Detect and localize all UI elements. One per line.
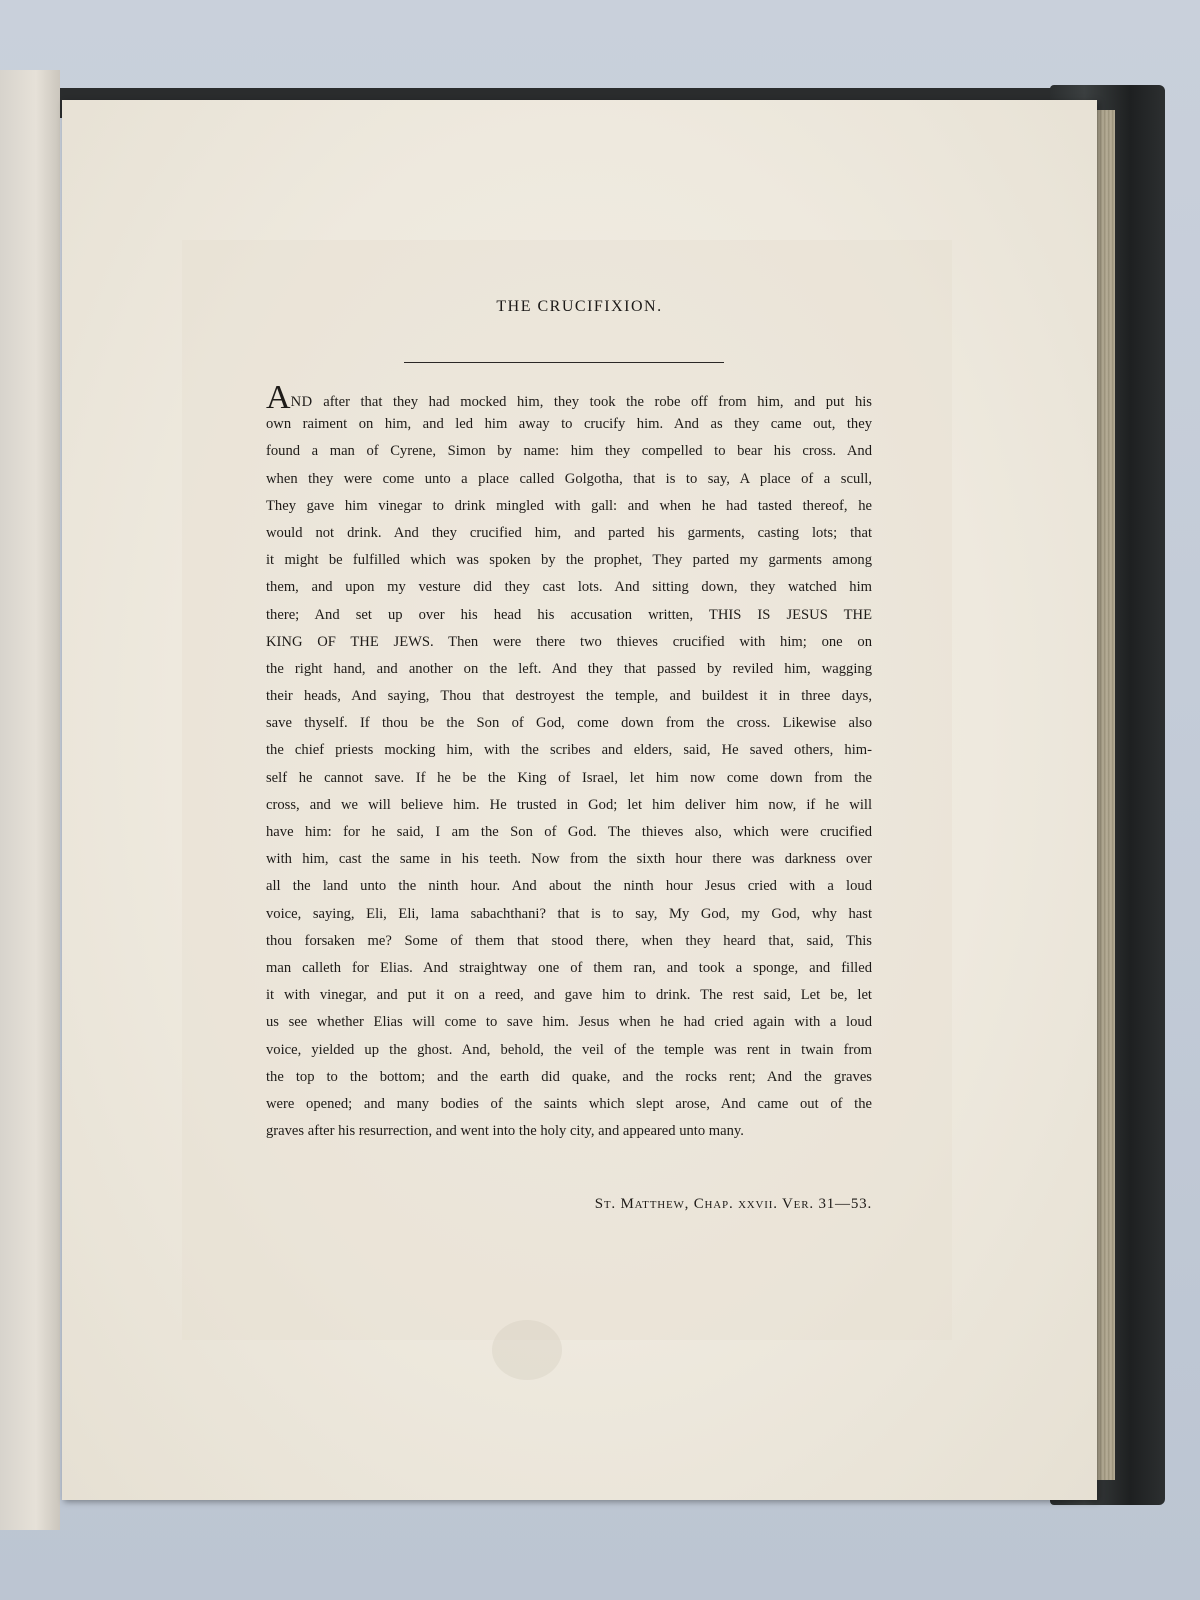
text-line: They gave him vinegar to drink mingled with gall: and when he had tasted thereof, he (266, 497, 872, 514)
title-rule (404, 362, 724, 363)
page-stain (492, 1320, 562, 1380)
text-line: all the land unto the ninth hour. And about the ninth hour Jesus cried with a loud (266, 878, 872, 895)
text-line-last: graves after his resurrection, and went into the holy city, and appeared unto many. (266, 1123, 744, 1140)
text-line: found a man of Cyrene, Simon by name: him they compelled to bear his cross. And (266, 443, 872, 460)
text-line-first (266, 379, 872, 416)
book-page (62, 100, 1097, 1500)
text-line: the right hand, and another on the left. And they that passed by reviled him, wagging (266, 660, 872, 677)
scripture-text (266, 379, 872, 1145)
text-line: have him: for he said, I am the Son of God. The thieves also, which were crucified (266, 824, 872, 840)
text-line: them, and upon my vesture did they cast lots. And sitting down, they watched him (266, 579, 872, 596)
text-line: their heads, And saying, Thou that destroyest the temple, and buildest it in three days, (266, 688, 872, 705)
text-line: KING OF THE JEWS. Then were there two thieves crucified with him; one on (266, 633, 872, 650)
text-line: cross, and we will believe him. He trusted in God; let him deliver him now, if he will (266, 796, 872, 813)
text-line: voice, saying, Eli, Eli, lama sabachthani? that is to say, My God, my God, why hast (266, 905, 872, 922)
text-line: were opened; and many bodies of the saints which slept arose, And came out of the (266, 1095, 872, 1112)
text-line: man calleth for Elias. And straightway one of them ran, and took a sponge, and filled (266, 959, 872, 976)
text-line: self he cannot save. If he be the King of Israel, let him now come down from the (266, 769, 872, 786)
text-line: the top to the bottom; and the earth did quake, and the rocks rent; And the graves (266, 1068, 872, 1085)
text-line: us see whether Elias will come to save him. Jesus when he had cried again with a loud (266, 1014, 872, 1031)
page-title: THE CRUCIFIXION. (496, 298, 663, 315)
text-line: it might be fulfilled which was spoken by the prophet, They parted my garments among (266, 552, 872, 569)
text-line: when they were come unto a place called Golgotha, that is to say, A place of a scull, (266, 470, 872, 487)
text-line: own raiment on him, and led him away to crucify him. And as they came out, they (266, 416, 872, 433)
text-line: it with vinegar, and put it on a reed, and gave him to drink. The rest said, Let be, let (266, 987, 872, 1004)
text-line: save thyself. If thou be the Son of God, come down from the cross. Likewise also (266, 715, 872, 732)
text-line: after that they had mocked him, they took the robe off from him, and put his (312, 394, 872, 410)
text-line: thou forsaken me? Some of them that stood there, when they heard that, said, This (266, 932, 872, 949)
scripture-reference: St. Matthew, Chap. xxvii. Ver. 31—53. (594, 1196, 872, 1212)
text-line: the chief priests mocking him, with the scribes and elders, said, He saved others, him- (266, 742, 872, 759)
drop-cap-continuation: ND (290, 394, 313, 410)
text-line: would not drink. And they crucified him, and parted his garments, casting lots; that (266, 524, 872, 541)
drop-cap: A (266, 379, 291, 416)
text-line: voice, yielded up the ghost. And, behold, the veil of the temple was rent in twain from (266, 1041, 872, 1058)
text-line: there; And set up over his head his accusation written, THIS IS JESUS THE (266, 606, 872, 623)
text-line: with him, cast the same in his teeth. Now from the sixth hour there was darkness over (266, 851, 872, 868)
facing-page (0, 70, 60, 1530)
